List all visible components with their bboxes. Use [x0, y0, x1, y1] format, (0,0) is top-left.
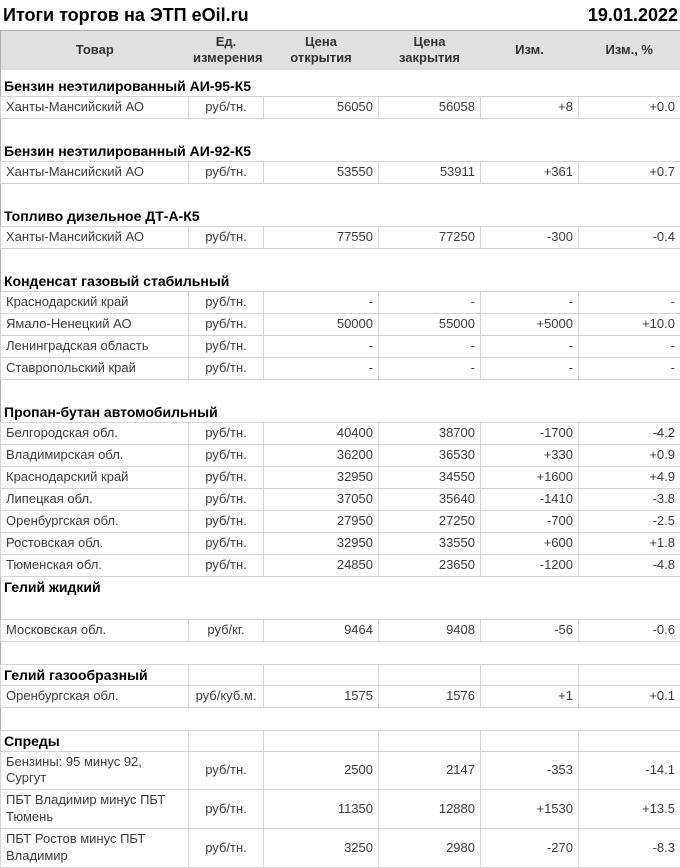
section-row	[1, 402, 680, 423]
table-row	[1, 313, 680, 335]
gap-cell	[1, 118, 680, 141]
table-row	[1, 685, 680, 707]
cell-close: 33550	[379, 532, 481, 554]
cell-change: -	[481, 335, 579, 357]
cell-close: 38700	[379, 422, 481, 444]
section-title: Спреды	[1, 730, 189, 751]
section-row	[1, 76, 680, 97]
cell-open: 50000	[264, 313, 379, 335]
gap-cell	[1, 183, 680, 206]
cell-open: 32950	[264, 466, 379, 488]
cell-change-pct: +0.7	[579, 161, 680, 183]
cell-change: +600	[481, 532, 579, 554]
cell-change-pct: -	[579, 357, 680, 379]
cell-unit: руб/тн.	[189, 291, 264, 313]
cell-close: 2980	[379, 829, 481, 868]
cell-product: Ленинградская область	[1, 335, 189, 357]
cell-unit: руб/тн.	[189, 96, 264, 118]
cell-close: 12880	[379, 790, 481, 829]
cell-close: 36530	[379, 444, 481, 466]
cell-change-pct: +4.9	[579, 466, 680, 488]
header-row	[1, 31, 680, 70]
table-row	[1, 357, 680, 379]
cell-open: -	[264, 335, 379, 357]
cell-product: Московская обл.	[1, 619, 189, 641]
gap-row	[1, 248, 680, 271]
cell-product: Ямало-Ненецкий АО	[1, 313, 189, 335]
col-header-product	[1, 31, 189, 70]
section-row	[1, 141, 680, 162]
table-row	[1, 96, 680, 118]
cell-open: 40400	[264, 422, 379, 444]
table-row	[1, 466, 680, 488]
table-row	[1, 829, 680, 868]
col-header-close	[379, 31, 481, 70]
cell-change-pct: -4.2	[579, 422, 680, 444]
gap-row	[1, 707, 680, 730]
section-pad-cell	[379, 730, 481, 751]
cell-close: 35640	[379, 488, 481, 510]
section-pad-cell	[481, 730, 579, 751]
cell-change-pct: -	[579, 291, 680, 313]
cell-open: 2500	[264, 751, 379, 790]
page-title: Итоги торгов на ЭТП eOil.ru	[3, 5, 249, 26]
cell-close: 34550	[379, 466, 481, 488]
table-row	[1, 226, 680, 248]
gap-cell	[1, 597, 680, 620]
gap-row	[1, 597, 680, 620]
table-header	[1, 31, 680, 70]
cell-unit: руб/тн.	[189, 829, 264, 868]
table-row	[1, 291, 680, 313]
cell-close: -	[379, 291, 481, 313]
cell-unit: руб/тн.	[189, 357, 264, 379]
col-header-product-label: Товар	[76, 42, 114, 57]
cell-unit: руб/тн.	[189, 790, 264, 829]
cell-change: -	[481, 357, 579, 379]
cell-change: -353	[481, 751, 579, 790]
section-pad-cell	[189, 664, 264, 685]
cell-change: +330	[481, 444, 579, 466]
cell-product: Тюменская обл.	[1, 554, 189, 576]
cell-change: -1200	[481, 554, 579, 576]
cell-close: 55000	[379, 313, 481, 335]
cell-unit: руб/кг.	[189, 619, 264, 641]
cell-close: -	[379, 335, 481, 357]
title-bar	[0, 0, 680, 30]
cell-close: 23650	[379, 554, 481, 576]
cell-unit: руб/тн.	[189, 313, 264, 335]
gap-row	[1, 379, 680, 402]
cell-open: 27950	[264, 510, 379, 532]
section-title: Гелий газообразный	[1, 664, 189, 685]
table-row	[1, 422, 680, 444]
cell-change-pct: -0.6	[579, 619, 680, 641]
cell-change: -700	[481, 510, 579, 532]
cell-change: +1600	[481, 466, 579, 488]
section-pad-cell	[579, 730, 680, 751]
cell-open: 32950	[264, 532, 379, 554]
section-title: Бензин неэтилированный АИ-95-К5	[1, 76, 680, 97]
col-header-unit	[189, 31, 264, 70]
table-row	[1, 161, 680, 183]
section-title: Топливо дизельное ДТ-А-К5	[1, 206, 680, 227]
cell-unit: руб/тн.	[189, 161, 264, 183]
cell-product: Ханты-Мансийский АО	[1, 226, 189, 248]
section-row	[1, 576, 680, 597]
cell-close: 77250	[379, 226, 481, 248]
cell-close: 9408	[379, 619, 481, 641]
cell-close: 56058	[379, 96, 481, 118]
table-body	[1, 70, 680, 868]
cell-product: ПБТ Владимир минус ПБТ Тюмень	[1, 790, 189, 829]
table-row	[1, 751, 680, 790]
gap-cell	[1, 641, 680, 664]
cell-change-pct: -14.1	[579, 751, 680, 790]
cell-change-pct: -4.8	[579, 554, 680, 576]
table-row	[1, 532, 680, 554]
table-row	[1, 790, 680, 829]
table-row	[1, 335, 680, 357]
cell-close: 2147	[379, 751, 481, 790]
col-header-open-label: Цена открытия	[288, 34, 354, 67]
gap-cell	[1, 379, 680, 402]
col-header-change-pct	[579, 31, 680, 70]
section-row	[1, 271, 680, 292]
cell-unit: руб/тн.	[189, 532, 264, 554]
cell-change-pct: +0.9	[579, 444, 680, 466]
cell-change: +5000	[481, 313, 579, 335]
cell-change-pct: +1.8	[579, 532, 680, 554]
cell-change-pct: -3.8	[579, 488, 680, 510]
cell-open: 56050	[264, 96, 379, 118]
cell-product: Оренбургская обл.	[1, 685, 189, 707]
cell-product: Краснодарский край	[1, 466, 189, 488]
cell-product: Ставропольский край	[1, 357, 189, 379]
cell-unit: руб/тн.	[189, 488, 264, 510]
cell-product: Краснодарский край	[1, 291, 189, 313]
cell-change-pct: -0.4	[579, 226, 680, 248]
cell-change: +1530	[481, 790, 579, 829]
section-pad-cell	[189, 730, 264, 751]
cell-unit: руб/тн.	[189, 751, 264, 790]
cell-change-pct: +10.0	[579, 313, 680, 335]
cell-close: -	[379, 357, 481, 379]
cell-open: 37050	[264, 488, 379, 510]
cell-open: 11350	[264, 790, 379, 829]
cell-open: 3250	[264, 829, 379, 868]
cell-product: Белгородская обл.	[1, 422, 189, 444]
col-header-open	[264, 31, 379, 70]
table-row	[1, 619, 680, 641]
cell-change-pct: +13.5	[579, 790, 680, 829]
report-date: 19.01.2022	[588, 5, 678, 26]
cell-unit: руб/тн.	[189, 226, 264, 248]
col-header-change	[481, 31, 579, 70]
cell-unit: руб/тн.	[189, 554, 264, 576]
section-title: Пропан-бутан автомобильный	[1, 402, 680, 423]
gap-row	[1, 183, 680, 206]
section-row	[1, 664, 680, 685]
section-row	[1, 730, 680, 751]
section-pad-cell	[379, 664, 481, 685]
cell-change: +8	[481, 96, 579, 118]
cell-open: 24850	[264, 554, 379, 576]
cell-unit: руб/куб.м.	[189, 685, 264, 707]
cell-product: Ростовская обл.	[1, 532, 189, 554]
cell-change-pct: +0.1	[579, 685, 680, 707]
section-pad-cell	[481, 664, 579, 685]
cell-change: -	[481, 291, 579, 313]
cell-change-pct: -8.3	[579, 829, 680, 868]
cell-open: -	[264, 291, 379, 313]
cell-open: -	[264, 357, 379, 379]
cell-close: 27250	[379, 510, 481, 532]
cell-change-pct: +0.0	[579, 96, 680, 118]
section-title: Гелий жидкий	[1, 576, 680, 597]
cell-product: Липецкая обл.	[1, 488, 189, 510]
cell-unit: руб/тн.	[189, 510, 264, 532]
cell-change: +361	[481, 161, 579, 183]
cell-unit: руб/тн.	[189, 444, 264, 466]
cell-open: 77550	[264, 226, 379, 248]
cell-close: 53911	[379, 161, 481, 183]
cell-product: Ханты-Мансийский АО	[1, 96, 189, 118]
col-header-close-label: Цена закрытия	[397, 34, 463, 67]
cell-open: 53550	[264, 161, 379, 183]
section-pad-cell	[264, 730, 379, 751]
gap-cell	[1, 707, 680, 730]
section-row	[1, 206, 680, 227]
cell-change: -1410	[481, 488, 579, 510]
gap-row	[1, 641, 680, 664]
cell-unit: руб/тн.	[189, 466, 264, 488]
cell-change: -1700	[481, 422, 579, 444]
col-header-change-label: Изм.	[515, 42, 544, 57]
gap-cell	[1, 248, 680, 271]
results-table	[0, 30, 680, 868]
col-header-change-pct-label: Изм., %	[606, 42, 654, 57]
cell-open: 36200	[264, 444, 379, 466]
cell-open: 9464	[264, 619, 379, 641]
cell-unit: руб/тн.	[189, 422, 264, 444]
cell-product: Бензины: 95 минус 92, Сургут	[1, 751, 189, 790]
table-row	[1, 444, 680, 466]
cell-change-pct: -	[579, 335, 680, 357]
cell-change-pct: -2.5	[579, 510, 680, 532]
table-row	[1, 510, 680, 532]
section-title: Конденсат газовый стабильный	[1, 271, 680, 292]
cell-close: 1576	[379, 685, 481, 707]
section-title: Бензин неэтилированный АИ-92-К5	[1, 141, 680, 162]
cell-change: -270	[481, 829, 579, 868]
col-header-unit-label: Ед. измерения	[193, 34, 259, 67]
cell-change: -56	[481, 619, 579, 641]
section-pad-cell	[579, 664, 680, 685]
cell-open: 1575	[264, 685, 379, 707]
cell-change: +1	[481, 685, 579, 707]
cell-unit: руб/тн.	[189, 335, 264, 357]
cell-product: Владимирская обл.	[1, 444, 189, 466]
section-pad-cell	[264, 664, 379, 685]
cell-change: -300	[481, 226, 579, 248]
cell-product: Ханты-Мансийский АО	[1, 161, 189, 183]
cell-product: Оренбургская обл.	[1, 510, 189, 532]
table-row	[1, 554, 680, 576]
cell-product: ПБТ Ростов минус ПБТ Владимир	[1, 829, 189, 868]
table-row	[1, 488, 680, 510]
gap-row	[1, 118, 680, 141]
